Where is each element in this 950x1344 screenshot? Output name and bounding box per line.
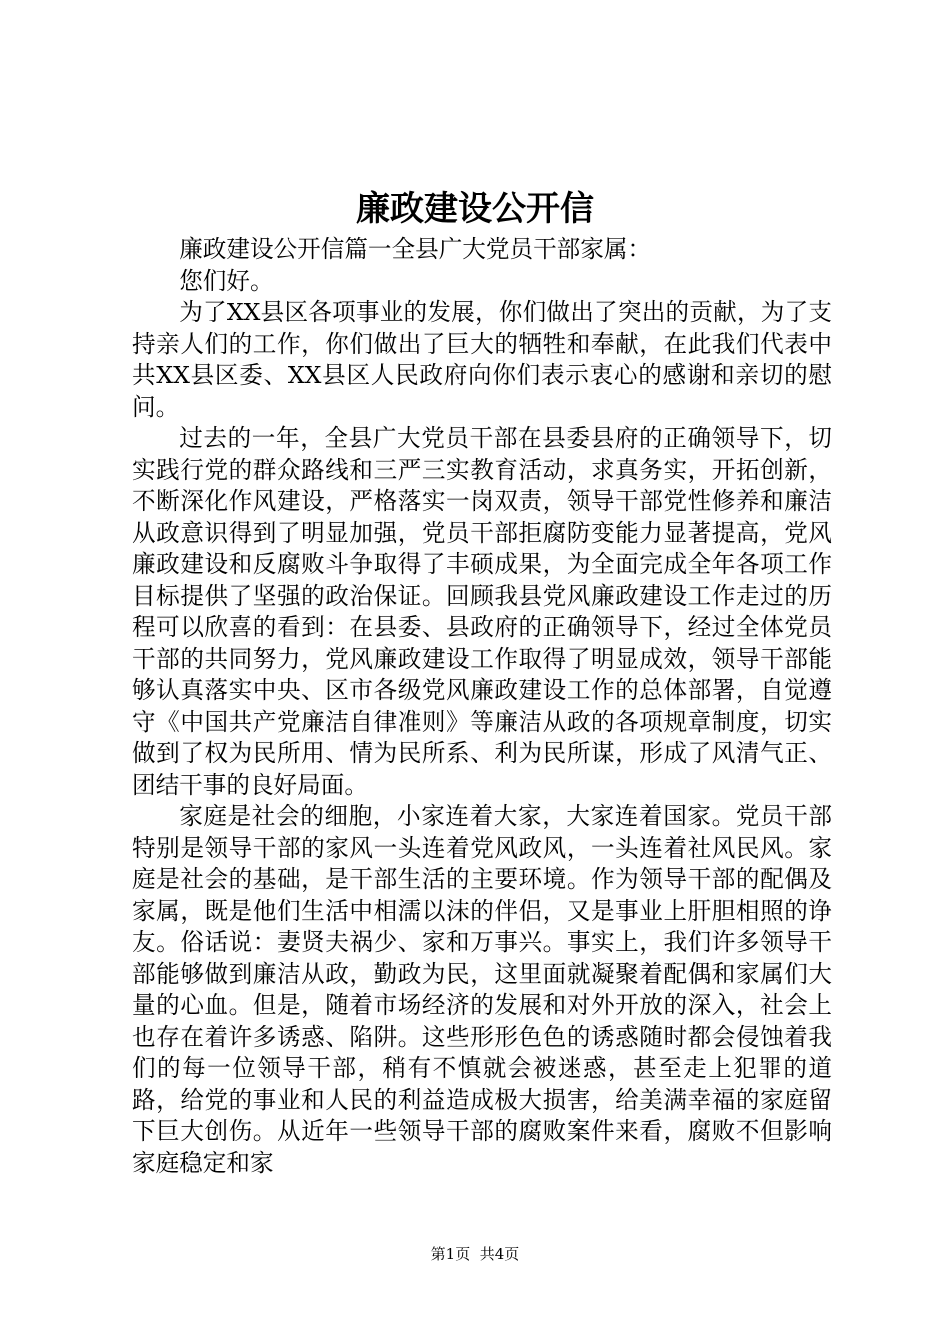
page-total: 共4页: [479, 1245, 520, 1263]
body-paragraph: 家庭是社会的细胞，小家连着大家，大家连着国家。党员干部特别是领导干部的家风一头连着党风政风，一头连着社风民风。家庭是社会的基础，是干部生活的主要环境。作为领导干部的配偶及家属，既是他们生活中相濡以沫的伴侣，又是事业上肝胆相照的诤友。俗话说：妻贤夫祸少、家和万事兴。事实上，我们许多领导干部能够做到廉洁从政，勤政为民，这里面就凝聚着配偶和家属们大量的心血。但是，随着市场经济的发展和对外开放的深入，社会上也存在着许多诱惑、陷阱。这些形形色色的诱惑随时都会侵蚀着我们的每一位领导干部，稍有不慎就会被迷惑，甚至走上犯罪的道路，给党的事业和人民的利益造成极大损害，给美满幸福的家庭留下巨大创伤。从近年一些领导干部的腐败案件来看，腐败不但影响家庭稳定和家: [132, 802, 832, 1177]
salutation-paragraph: 廉政建设公开信篇一全县广大党员干部家属：: [179, 235, 652, 263]
page-number: 第1页: [430, 1245, 471, 1263]
document-title: 廉政建设公开信: [356, 189, 594, 229]
document-body: [132, 234, 832, 1179]
body-paragraph: 为了XX县区各项事业的发展，你们做出了突出的贡献，为了支持亲人们的工作，你们做出了巨大的牺牲和奉献，在此我们代表中共XX县区委、XX县区人民政府向你们表示衷心的感谢和亲切的慰问。: [132, 298, 832, 421]
body-paragraph: 过去的一年，全县广大党员干部在县委县府的正确领导下，切实践行党的群众路线和三严三实教育活动，求真务实，开拓创新，不断深化作风建设，严格落实一岗双责，领导干部党性修养和廉洁从政意识得到了明显加强，党员干部拒腐防变能力显著提高，党风廉政建设和反腐败斗争取得了丰硕成果，为全面完成全年各项工作目标提供了坚强的政治保证。回顾我县党风廉政建设工作走过的历程可以欣喜的看到：在县委、县政府的正确领导下，经过全体党员干部的共同努力，党风廉政建设工作取得了明显成效，领导干部能够认真落实中央、区市各级党风廉政建设工作的总体部署，自觉遵守《中国共产党廉洁自律准则》等廉洁从政的各项规章制度，切实做到了权为民所用、情为民所系、利为民所谋，形成了风清气正、团结干事的良好局面。: [132, 424, 832, 799]
greeting-paragraph: 您们好。: [179, 266, 274, 295]
page-footer: [0, 1242, 950, 1266]
